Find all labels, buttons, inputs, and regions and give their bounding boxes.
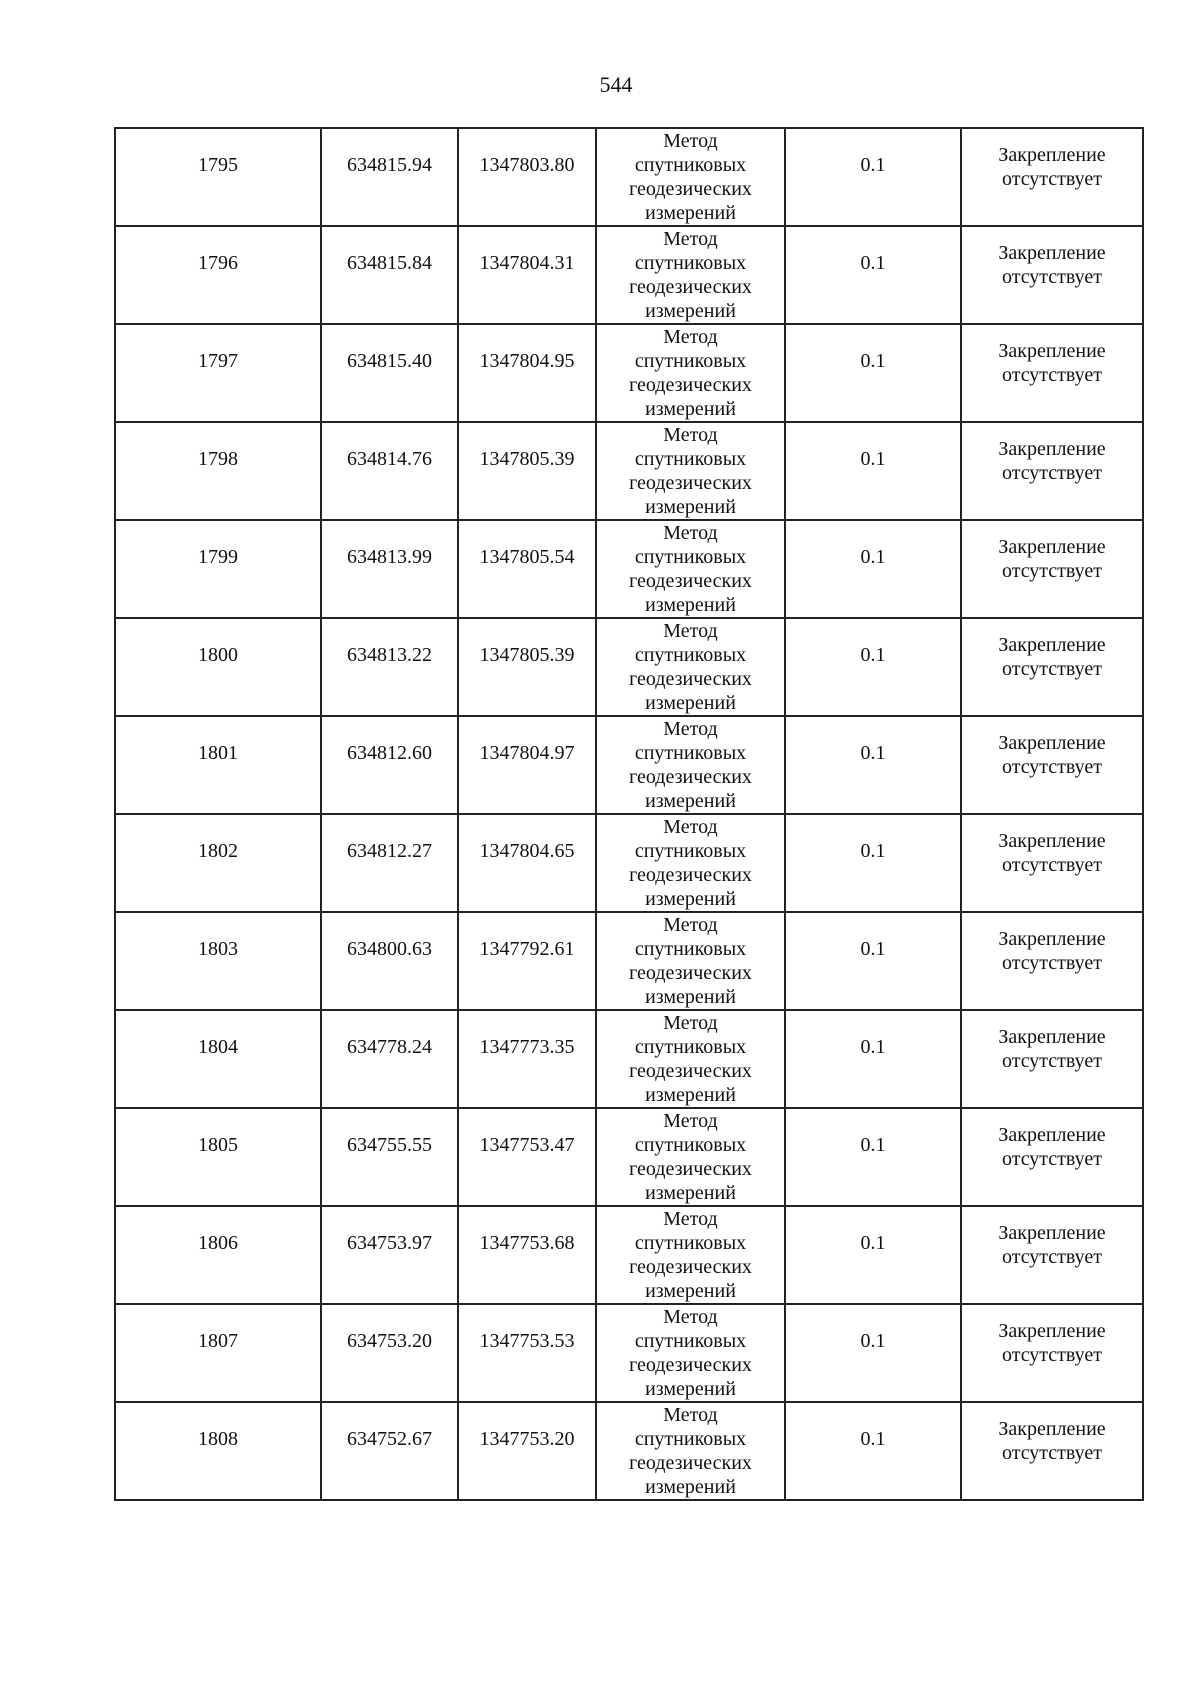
fixing-cell	[961, 128, 1143, 226]
x-coordinate-cell	[321, 324, 458, 422]
x-coordinate-text: 634814.76	[347, 448, 432, 470]
accuracy-cell	[785, 128, 961, 226]
accuracy-text: 0.1	[860, 1330, 886, 1352]
accuracy-cell	[785, 1304, 961, 1402]
y-coordinate-text: 1347753.53	[479, 1330, 575, 1352]
y-coordinate-cell	[458, 226, 596, 324]
point-number-text: 1804	[198, 1036, 238, 1058]
accuracy-cell	[785, 1402, 961, 1500]
x-coordinate-text: 634813.22	[347, 644, 432, 666]
x-coordinate-cell	[321, 618, 458, 716]
accuracy-text: 0.1	[860, 1428, 886, 1450]
point-number-cell	[115, 1206, 321, 1304]
fixing-cell	[961, 1108, 1143, 1206]
method-text: Метод спутниковых геодезических измерений	[629, 522, 752, 616]
accuracy-text: 0.1	[860, 546, 886, 568]
x-coordinate-text: 634778.24	[347, 1036, 432, 1058]
method-text: Метод спутниковых геодезических измерений	[629, 1110, 752, 1204]
x-coordinate-text: 634812.60	[347, 742, 432, 764]
x-coordinate-cell	[321, 226, 458, 324]
table-row	[115, 128, 1143, 226]
point-number-text: 1799	[198, 546, 238, 568]
accuracy-cell	[785, 226, 961, 324]
x-coordinate-text: 634755.55	[347, 1134, 432, 1156]
accuracy-cell	[785, 1206, 961, 1304]
point-number-text: 1800	[198, 644, 238, 666]
accuracy-text: 0.1	[860, 938, 886, 960]
fixing-text: Закрепление отсутствует	[998, 536, 1106, 582]
method-text: Метод спутниковых геодезических измерений	[629, 1404, 752, 1498]
point-number-text: 1802	[198, 840, 238, 862]
accuracy-text: 0.1	[860, 1134, 886, 1156]
y-coordinate-cell	[458, 912, 596, 1010]
accuracy-text: 0.1	[860, 448, 886, 470]
y-coordinate-text: 1347753.20	[479, 1428, 575, 1450]
y-coordinate-cell	[458, 1402, 596, 1500]
y-coordinate-cell	[458, 1108, 596, 1206]
accuracy-cell	[785, 422, 961, 520]
fixing-cell	[961, 1304, 1143, 1402]
fixing-cell	[961, 814, 1143, 912]
x-coordinate-cell	[321, 1402, 458, 1500]
table-row	[115, 1206, 1143, 1304]
point-number-text: 1797	[198, 350, 238, 372]
accuracy-text: 0.1	[860, 154, 886, 176]
method-text: Метод спутниковых геодезических измерений	[629, 424, 752, 518]
x-coordinate-cell	[321, 1206, 458, 1304]
accuracy-text: 0.1	[860, 1232, 886, 1254]
fixing-text: Закрепление отсутствует	[998, 1222, 1106, 1268]
point-number-text: 1805	[198, 1134, 238, 1156]
y-coordinate-text: 1347804.97	[479, 742, 575, 764]
method-text: Метод спутниковых геодезических измерений	[629, 1012, 752, 1106]
coordinates-table-body	[115, 128, 1143, 1500]
x-coordinate-text: 634815.84	[347, 252, 432, 274]
method-cell	[596, 324, 785, 422]
accuracy-cell	[785, 324, 961, 422]
x-coordinate-cell	[321, 520, 458, 618]
method-text: Метод спутниковых геодезических измерений	[629, 1208, 752, 1302]
page-number: 544	[599, 72, 633, 97]
y-coordinate-text: 1347803.80	[479, 154, 575, 176]
y-coordinate-cell	[458, 1010, 596, 1108]
y-coordinate-cell	[458, 618, 596, 716]
method-cell	[596, 814, 785, 912]
y-coordinate-cell	[458, 422, 596, 520]
fixing-text: Закрепление отсутствует	[998, 1418, 1106, 1464]
y-coordinate-text: 1347805.39	[479, 644, 575, 666]
y-coordinate-text: 1347805.39	[479, 448, 575, 470]
point-number-cell	[115, 324, 321, 422]
fixing-cell	[961, 1010, 1143, 1108]
point-number-cell	[115, 128, 321, 226]
method-text: Метод спутниковых геодезических измерений	[629, 816, 752, 910]
table-row	[115, 716, 1143, 814]
table-row	[115, 1108, 1143, 1206]
accuracy-cell	[785, 1010, 961, 1108]
table-row	[115, 814, 1143, 912]
accuracy-cell	[785, 912, 961, 1010]
fixing-cell	[961, 716, 1143, 814]
fixing-text: Закрепление отсутствует	[998, 1026, 1106, 1072]
point-number-text: 1796	[198, 252, 238, 274]
method-cell	[596, 912, 785, 1010]
point-number-text: 1807	[198, 1330, 238, 1352]
method-cell	[596, 618, 785, 716]
method-cell	[596, 128, 785, 226]
point-number-text: 1803	[198, 938, 238, 960]
table-row	[115, 1304, 1143, 1402]
y-coordinate-text: 1347753.68	[479, 1232, 575, 1254]
fixing-cell	[961, 226, 1143, 324]
fixing-text: Закрепление отсутствует	[998, 1320, 1106, 1366]
method-cell	[596, 1206, 785, 1304]
method-text: Метод спутниковых геодезических измерений	[629, 1306, 752, 1400]
accuracy-text: 0.1	[860, 350, 886, 372]
y-coordinate-cell	[458, 128, 596, 226]
point-number-cell	[115, 912, 321, 1010]
accuracy-text: 0.1	[860, 840, 886, 862]
point-number-text: 1806	[198, 1232, 238, 1254]
point-number-text: 1795	[198, 154, 238, 176]
fixing-text: Закрепление отсутствует	[998, 1124, 1106, 1170]
fixing-cell	[961, 1402, 1143, 1500]
point-number-cell	[115, 1402, 321, 1500]
table-row	[115, 226, 1143, 324]
table-row	[115, 520, 1143, 618]
method-cell	[596, 1010, 785, 1108]
method-cell	[596, 716, 785, 814]
table-row	[115, 422, 1143, 520]
method-text: Метод спутниковых геодезических измерений	[629, 620, 752, 714]
y-coordinate-cell	[458, 1206, 596, 1304]
accuracy-text: 0.1	[860, 742, 886, 764]
fixing-cell	[961, 422, 1143, 520]
point-number-cell	[115, 1304, 321, 1402]
x-coordinate-cell	[321, 1108, 458, 1206]
x-coordinate-text: 634800.63	[347, 938, 432, 960]
point-number-cell	[115, 716, 321, 814]
fixing-text: Закрепление отсутствует	[998, 830, 1106, 876]
x-coordinate-cell	[321, 814, 458, 912]
fixing-text: Закрепление отсутствует	[998, 144, 1106, 190]
fixing-cell	[961, 324, 1143, 422]
point-number-text: 1798	[198, 448, 238, 470]
method-cell	[596, 520, 785, 618]
fixing-cell	[961, 520, 1143, 618]
coordinates-table	[114, 127, 1144, 1501]
y-coordinate-text: 1347805.54	[479, 546, 575, 568]
accuracy-text: 0.1	[860, 1036, 886, 1058]
y-coordinate-cell	[458, 520, 596, 618]
x-coordinate-text: 634812.27	[347, 840, 432, 862]
table-row	[115, 618, 1143, 716]
x-coordinate-cell	[321, 716, 458, 814]
accuracy-cell	[785, 520, 961, 618]
method-cell	[596, 226, 785, 324]
x-coordinate-text: 634815.40	[347, 350, 432, 372]
point-number-text: 1801	[198, 742, 238, 764]
x-coordinate-cell	[321, 128, 458, 226]
fixing-cell	[961, 912, 1143, 1010]
method-text: Метод спутниковых геодезических измерений	[629, 914, 752, 1008]
fixing-cell	[961, 618, 1143, 716]
x-coordinate-text: 634815.94	[347, 154, 432, 176]
x-coordinate-cell	[321, 422, 458, 520]
y-coordinate-cell	[458, 324, 596, 422]
x-coordinate-cell	[321, 912, 458, 1010]
method-text: Метод спутниковых геодезических измерений	[629, 326, 752, 420]
table-row	[115, 1010, 1143, 1108]
method-cell	[596, 1108, 785, 1206]
point-number-cell	[115, 814, 321, 912]
x-coordinate-text: 634752.67	[347, 1428, 432, 1450]
point-number-cell	[115, 618, 321, 716]
point-number-cell	[115, 1010, 321, 1108]
fixing-text: Закрепление отсутствует	[998, 242, 1106, 288]
y-coordinate-text: 1347773.35	[479, 1036, 575, 1058]
point-number-cell	[115, 226, 321, 324]
y-coordinate-cell	[458, 716, 596, 814]
fixing-text: Закрепление отсутствует	[998, 732, 1106, 778]
y-coordinate-text: 1347804.31	[479, 252, 575, 274]
x-coordinate-text: 634813.99	[347, 546, 432, 568]
method-cell	[596, 1402, 785, 1500]
point-number-cell	[115, 520, 321, 618]
method-cell	[596, 1304, 785, 1402]
fixing-text: Закрепление отсутствует	[998, 928, 1106, 974]
accuracy-cell	[785, 1108, 961, 1206]
method-cell	[596, 422, 785, 520]
x-coordinate-cell	[321, 1304, 458, 1402]
x-coordinate-text: 634753.97	[347, 1232, 432, 1254]
point-number-text: 1808	[198, 1428, 238, 1450]
method-text: Метод спутниковых геодезических измерений	[629, 228, 752, 322]
y-coordinate-text: 1347804.65	[479, 840, 575, 862]
method-text: Метод спутниковых геодезических измерений	[629, 718, 752, 812]
method-text: Метод спутниковых геодезических измерений	[629, 130, 752, 224]
point-number-cell	[115, 1108, 321, 1206]
fixing-text: Закрепление отсутствует	[998, 438, 1106, 484]
accuracy-cell	[785, 716, 961, 814]
x-coordinate-text: 634753.20	[347, 1330, 432, 1352]
table-row	[115, 324, 1143, 422]
accuracy-cell	[785, 618, 961, 716]
table-row	[115, 912, 1143, 1010]
y-coordinate-text: 1347753.47	[479, 1134, 575, 1156]
table-row	[115, 1402, 1143, 1500]
fixing-text: Закрепление отсутствует	[998, 634, 1106, 680]
y-coordinate-cell	[458, 1304, 596, 1402]
accuracy-cell	[785, 814, 961, 912]
accuracy-text: 0.1	[860, 252, 886, 274]
fixing-text: Закрепление отсутствует	[998, 340, 1106, 386]
y-coordinate-text: 1347792.61	[479, 938, 575, 960]
x-coordinate-cell	[321, 1010, 458, 1108]
accuracy-text: 0.1	[860, 644, 886, 666]
fixing-cell	[961, 1206, 1143, 1304]
y-coordinate-text: 1347804.95	[479, 350, 575, 372]
y-coordinate-cell	[458, 814, 596, 912]
point-number-cell	[115, 422, 321, 520]
